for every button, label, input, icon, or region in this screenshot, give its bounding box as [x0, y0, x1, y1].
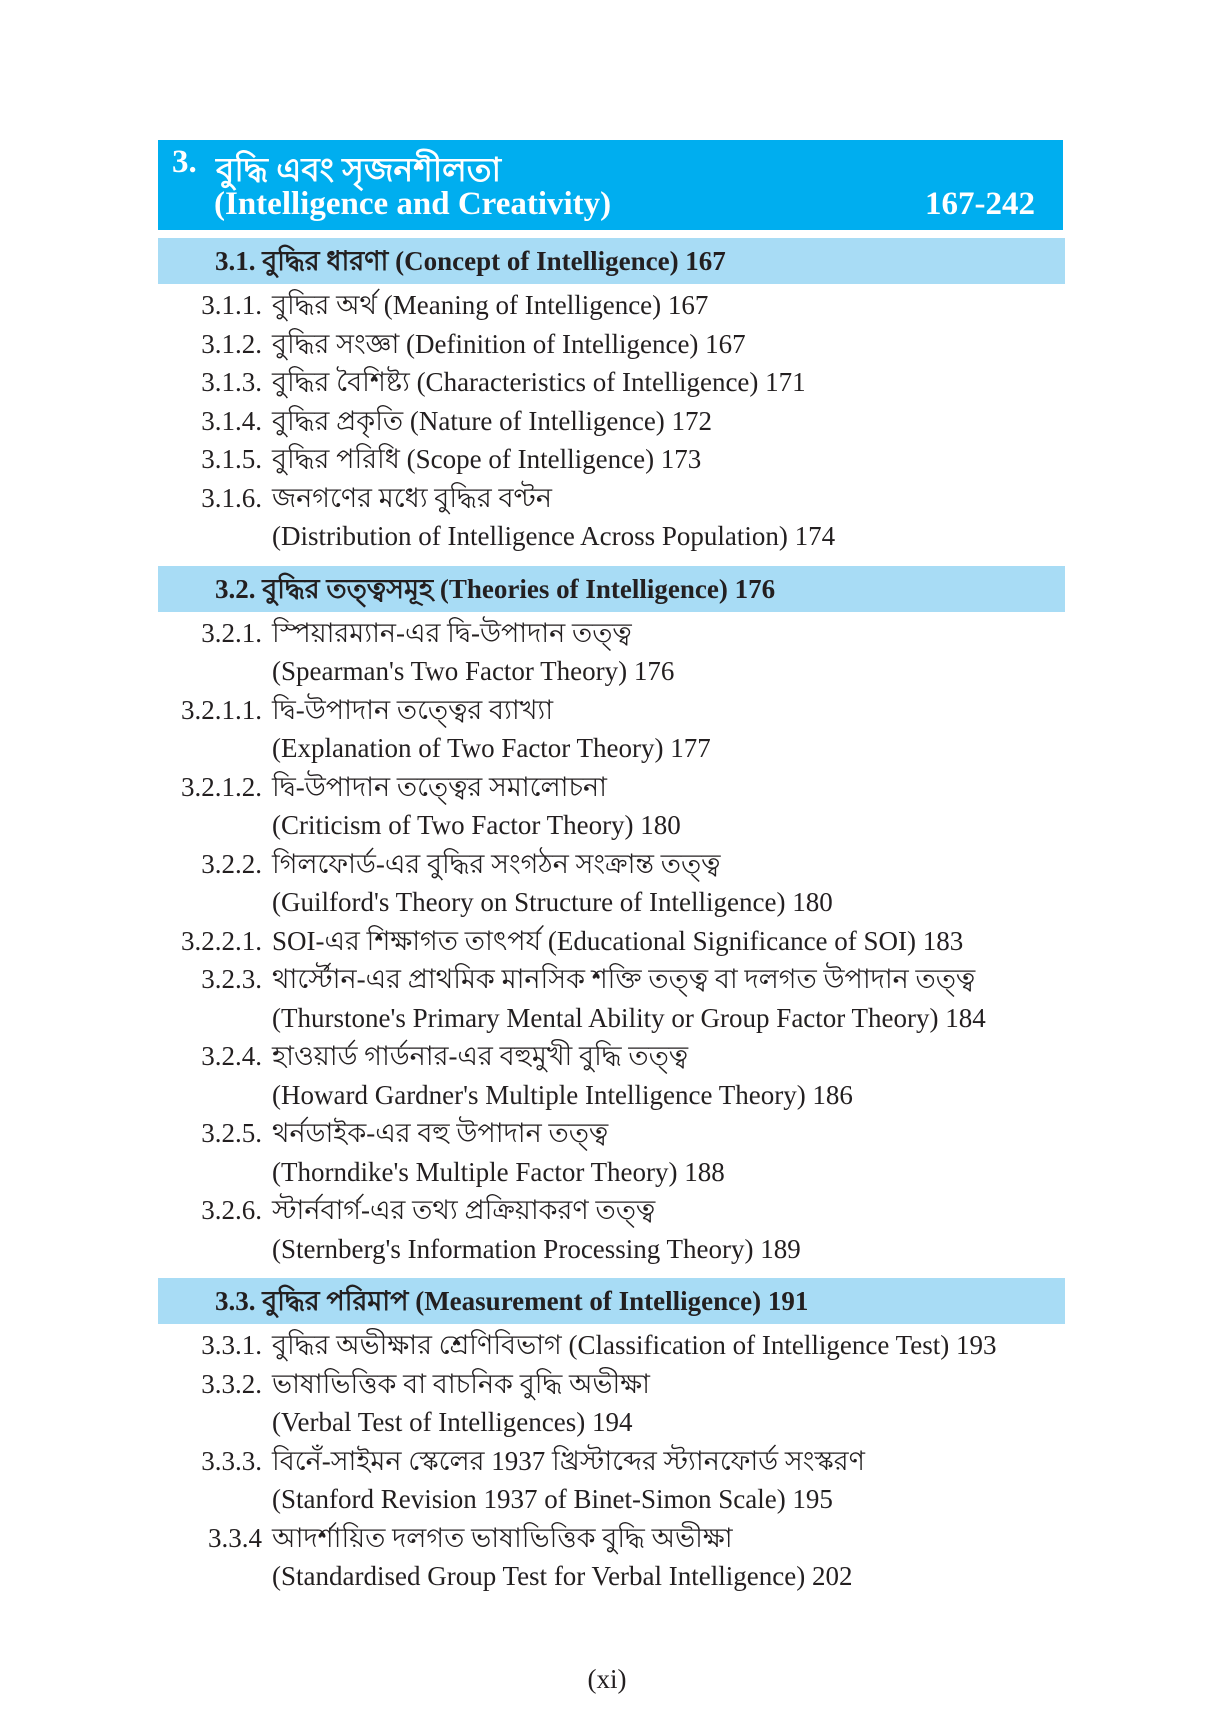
page-number: (xi)	[587, 1664, 627, 1694]
entry-number: 3.1.2.	[201, 328, 262, 359]
entry-line: বুদ্ধির বৈশিষ্ট্য (Characteristics of Intelligence) 171	[272, 367, 806, 397]
entry-line: (Standardised Group Test for Verbal Intelligence) 202	[272, 1561, 853, 1591]
entry-text	[272, 1519, 1065, 1596]
entry-line: থার্স্টোন-এর প্রাথমিক মানসিক শক্তি তত্ত্ব বা দলগত উপাদান তত্ত্ব	[272, 964, 976, 994]
entry-number: 3.2.2.	[201, 848, 262, 879]
entry-number: 3.2.1.	[201, 617, 262, 648]
entry-line: SOI-এর শিক্ষাগত তাৎপর্য (Educational Significance of SOI) 183	[272, 925, 964, 956]
entry-text	[272, 1365, 1065, 1442]
entry-line: আদর্শায়িত দলগত ভাষাভিত্তিক বুদ্ধি অভীক্ষা	[272, 1522, 733, 1553]
table-of-contents	[158, 238, 1065, 1596]
toc-entry	[158, 440, 1065, 479]
entry-text	[272, 922, 1065, 961]
entry-text	[272, 325, 1065, 364]
entry-text	[272, 1326, 1065, 1365]
toc-entry	[158, 691, 1065, 768]
toc-entry	[158, 1519, 1065, 1596]
toc-entry	[158, 1191, 1065, 1268]
toc-entry	[158, 960, 1065, 1037]
entry-number: 3.3.2.	[201, 1368, 262, 1399]
chapter-number: 3.	[172, 144, 197, 180]
entry-line: বুদ্ধির অভীক্ষার শ্রেণিবিভাগ (Classification of Intelligence Test) 193	[272, 1330, 997, 1360]
toc-entry	[158, 1114, 1065, 1191]
toc-entry	[158, 325, 1065, 364]
entry-text	[272, 691, 1065, 768]
entry-number: 3.2.5.	[201, 1118, 262, 1148]
entry-line: দ্বি-উপাদান তত্ত্বের ব্যাখ্যা	[272, 694, 554, 725]
entry-text	[272, 845, 1065, 922]
entry-line: বুদ্ধির পরিধি (Scope of Intelligence) 173	[272, 444, 702, 474]
entry-number: 3.2.4.	[201, 1041, 262, 1071]
entry-text	[272, 768, 1065, 845]
entry-text	[272, 479, 1065, 556]
toc-entry	[158, 845, 1065, 922]
entry-text	[272, 286, 1065, 325]
entry-line: বুদ্ধির সংজ্ঞা (Definition of Intelligence) 167	[272, 328, 746, 359]
entry-line: ভাষাভিত্তিক বা বাচনিক বুদ্ধি অভীক্ষা	[272, 1368, 650, 1399]
entry-number: 3.1.1.	[201, 290, 262, 320]
section-gap	[158, 556, 1065, 566]
section-heading: 3.1. বুদ্ধির ধারণা (Concept of Intelligence) 167	[158, 238, 1065, 284]
entry-line: বিনেঁ-সাইমন স্কেলের 1937 খ্রিস্টাব্দের স্ট্যানফোর্ড সংস্করণ	[272, 1445, 865, 1476]
entry-line: থর্নডাইক-এর বহু উপাদান তত্ত্ব	[272, 1118, 609, 1148]
toc-entry	[158, 286, 1065, 325]
entry-line: (Explanation of Two Factor Theory) 177	[272, 733, 711, 763]
entry-text	[272, 1191, 1065, 1268]
entry-line: গিলফোর্ড-এর বুদ্ধির সংগঠন সংক্রান্ত তত্ত্ব	[272, 848, 721, 879]
entry-text	[272, 1114, 1065, 1191]
entry-text	[272, 440, 1065, 479]
toc-entry	[158, 1326, 1065, 1365]
entry-line: (Spearman's Two Factor Theory) 176	[272, 656, 675, 686]
entry-line: বুদ্ধির প্রকৃতি (Nature of Intelligence) 172	[272, 405, 713, 436]
entry-line: (Howard Gardner's Multiple Intelligence Theory) 186	[272, 1079, 853, 1110]
chapter-page-range: 167-242	[925, 186, 1035, 222]
entry-line: (Distribution of Intelligence Across Population) 174	[272, 521, 836, 551]
entry-line: (Thurstone's Primary Mental Ability or Group Factor Theory) 184	[272, 1002, 986, 1033]
toc-entry	[158, 614, 1065, 691]
entry-line: হাওয়ার্ড গার্ডনার-এর বহুমুখী বুদ্ধি তত্ত্ব	[272, 1041, 689, 1071]
entry-line: (Stanford Revision 1937 of Binet-Simon Scale) 195	[272, 1484, 833, 1514]
toc-entry	[158, 922, 1065, 961]
toc-entry	[158, 1037, 1065, 1114]
entry-line: জনগণের মধ্যে বুদ্ধির বণ্টন	[272, 482, 552, 513]
entry-line: স্টার্নবার্গ-এর তথ্য প্রক্রিয়াকরণ তত্ত্ব	[272, 1195, 656, 1225]
entry-number: 3.1.5.	[201, 444, 262, 474]
entry-line: দ্বি-উপাদান তত্ত্বের সমালোচনা	[272, 771, 607, 802]
entry-number: 3.1.6.	[201, 482, 262, 513]
toc-entry	[158, 1442, 1065, 1519]
entry-line: (Thorndike's Multiple Factor Theory) 188	[272, 1156, 725, 1187]
entry-number: 3.3.4	[208, 1522, 262, 1553]
entry-text	[272, 363, 1065, 402]
entry-number: 3.3.1.	[201, 1330, 262, 1360]
entry-text	[272, 1037, 1065, 1114]
entry-number: 3.2.6.	[201, 1195, 262, 1225]
chapter-title-bengali: বুদ্ধি এবং সৃজনশীলতা	[216, 153, 502, 189]
entry-line: স্পিয়ারম্যান-এর দ্বি-উপাদান তত্ত্ব	[272, 617, 632, 648]
entry-line: (Criticism of Two Factor Theory) 180	[272, 810, 681, 840]
entry-number: 3.3.3.	[201, 1445, 262, 1476]
entry-number: 3.2.2.1.	[181, 925, 262, 956]
toc-entry	[158, 1365, 1065, 1442]
toc-entry	[158, 363, 1065, 402]
entry-number: 3.2.1.1.	[181, 694, 262, 725]
toc-entry	[158, 402, 1065, 441]
entry-line: (Sternberg's Information Processing Theory) 189	[272, 1233, 801, 1264]
toc-entry	[158, 479, 1065, 556]
section-heading: 3.3. বুদ্ধির পরিমাপ (Measurement of Intelligence) 191	[158, 1278, 1065, 1324]
entry-text	[272, 402, 1065, 441]
entry-line: (Verbal Test of Intelligences) 194	[272, 1407, 633, 1437]
section-gap	[158, 1268, 1065, 1278]
entry-number: 3.2.3.	[201, 964, 262, 994]
chapter-header	[158, 140, 1063, 230]
section-heading: 3.2. বুদ্ধির তত্ত্বসমূহ (Theories of Intelligence) 176	[158, 566, 1065, 612]
chapter-title-english: (Intelligence and Creativity)	[214, 186, 612, 222]
toc-entry	[158, 768, 1065, 845]
entry-text	[272, 960, 1065, 1037]
entry-number: 3.1.4.	[201, 405, 262, 436]
entry-text	[272, 614, 1065, 691]
entry-number: 3.2.1.2.	[181, 771, 262, 802]
entry-number: 3.1.3.	[201, 367, 262, 397]
entry-text	[272, 1442, 1065, 1519]
entry-line: বুদ্ধির অর্থ (Meaning of Intelligence) 167	[272, 290, 709, 320]
entry-line: (Guilford's Theory on Structure of Intelligence) 180	[272, 887, 833, 917]
